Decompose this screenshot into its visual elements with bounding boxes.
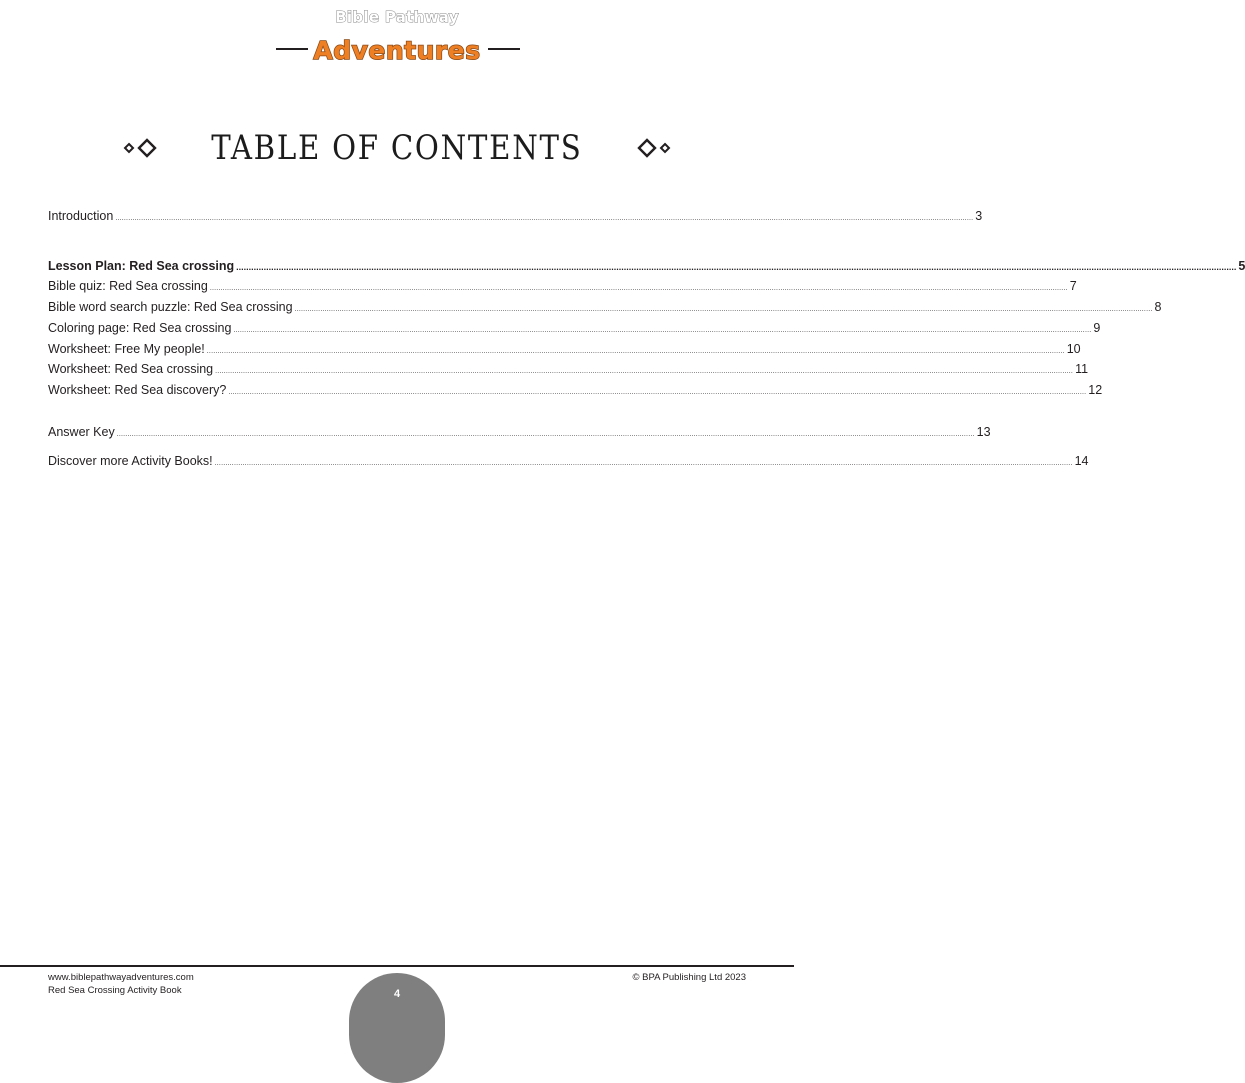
- toc-label: Bible word search puzzle: Red Sea crossing: [48, 300, 293, 314]
- toc-leader-dots: ................................................................................................................................................................................................................................................................................................................................................................................................................: [206, 348, 1065, 355]
- toc-label: Bible quiz: Red Sea crossing: [48, 279, 208, 293]
- toc-leader-dots: ................................................................................................................................................................................................................................................................................................................................................................................................................: [233, 327, 1092, 334]
- toc-entry-worksheet-red-sea-discovery[interactable]: [48, 381, 1103, 399]
- toc-leader-dots: ................................................................................................................................................................................................................................................................................................................................................................................................................: [294, 306, 1153, 313]
- toc-page-number: 7: [1069, 279, 1077, 293]
- toc-page-number: 11: [1075, 362, 1089, 376]
- toc-label: Discover more Activity Books!: [48, 454, 213, 468]
- toc-label: Worksheet: Red Sea discovery?: [48, 383, 227, 397]
- toc-label: Lesson Plan: Red Sea crossing: [48, 259, 235, 273]
- toc-leader-dots: ................................................................................................................................................................................................................................................................................................................................................................................................................: [115, 215, 974, 222]
- toc-page-number: 9: [1093, 321, 1101, 335]
- toc-label: Worksheet: Free My people!: [48, 342, 205, 356]
- toc-page-number: 5: [1238, 259, 1245, 273]
- toc-page-number: 8: [1154, 300, 1162, 314]
- footer-left: [48, 971, 194, 997]
- toc-leader-dots: ................................................................................................................................................................................................................................................................................................................................................................................................................: [209, 285, 1068, 292]
- toc-label: Introduction: [48, 209, 114, 223]
- toc-label: Coloring page: Red Sea crossing: [48, 321, 232, 335]
- logo-line2: Adventures: [313, 36, 481, 65]
- toc-page-number: 13: [976, 425, 991, 439]
- toc-entry-introduction[interactable]: [48, 207, 983, 225]
- toc-entry-bible-quiz[interactable]: [48, 277, 1077, 295]
- toc-entry-word-search[interactable]: [48, 298, 1162, 316]
- toc-page-number: 3: [975, 209, 983, 223]
- toc-entry-coloring-page[interactable]: [48, 319, 1101, 337]
- footer-website[interactable]: www.biblepathwayadventures.com: [48, 972, 194, 983]
- toc-page-number: 10: [1066, 342, 1081, 356]
- footer-book-title: Red Sea Crossing Activity Book: [48, 985, 182, 996]
- logo-line1: Bible Pathway: [335, 8, 459, 26]
- toc-leader-dots: ................................................................................................................................................................................................................................................................................................................................................................................................................: [214, 460, 1073, 467]
- toc-entry-worksheet-red-sea-crossing[interactable]: [48, 360, 1089, 378]
- toc-leader-dots: ................................................................................................................................................................................................................................................................................................................................................................................................................: [236, 262, 1237, 272]
- diamond-ornament-right-icon: [631, 138, 671, 158]
- toc-label: Worksheet: Red Sea crossing: [48, 362, 214, 376]
- logo: [0, 0, 794, 80]
- footer-copyright: © BPA Publishing Ltd 2023: [632, 972, 746, 983]
- toc-entry-worksheet-free-my-people[interactable]: [48, 340, 1081, 358]
- toc-entry-answer-key[interactable]: [48, 423, 991, 441]
- toc-leader-dots: ................................................................................................................................................................................................................................................................................................................................................................................................................: [228, 389, 1087, 396]
- toc-entry-discover-more[interactable]: [48, 452, 1089, 470]
- toc-leader-dots: ................................................................................................................................................................................................................................................................................................................................................................................................................: [116, 431, 975, 438]
- diamond-ornament-left-icon: [123, 138, 163, 158]
- toc-page-number: 12: [1088, 383, 1103, 397]
- toc-page-number: 14: [1074, 454, 1089, 468]
- toc-label: Answer Key: [48, 425, 115, 439]
- footer-rule: [0, 965, 794, 967]
- page-title: TABLE OF CONTENTS: [211, 128, 583, 168]
- toc-entry-lesson-plan[interactable]: [48, 257, 1245, 275]
- logo-line-right: [488, 48, 520, 50]
- toc-leader-dots: ................................................................................................................................................................................................................................................................................................................................................................................................................: [215, 368, 1074, 375]
- title-row: [0, 126, 794, 170]
- page-number: 4: [393, 988, 401, 1000]
